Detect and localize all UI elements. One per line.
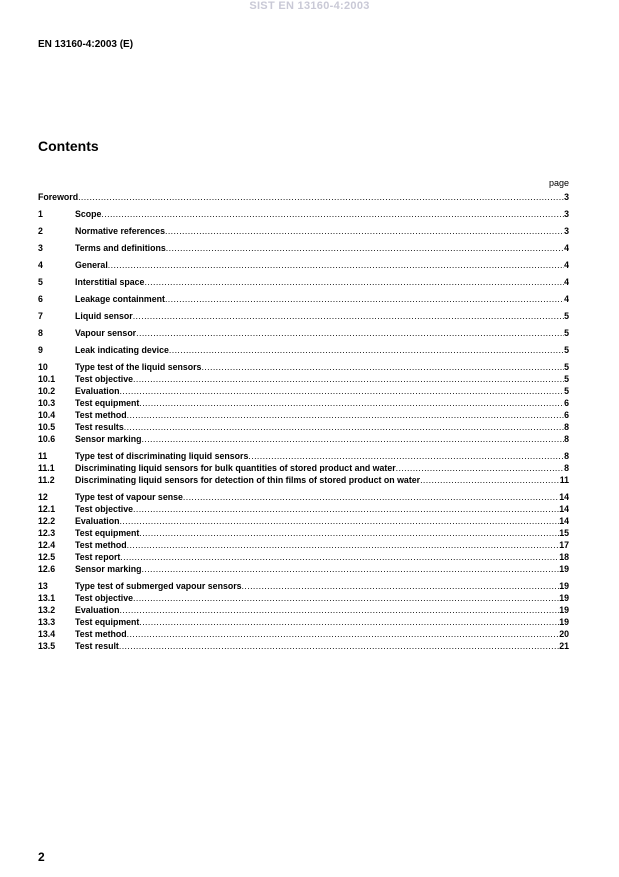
- toc-leader-dots: [133, 503, 559, 515]
- toc-leader-dots: [142, 563, 560, 575]
- toc-group: [38, 580, 569, 652]
- toc-leader-dots: [119, 604, 559, 616]
- toc-entry[interactable]: [38, 293, 569, 305]
- toc-entry-number: 12.3: [38, 528, 56, 538]
- toc-entry[interactable]: [38, 539, 569, 551]
- toc-group: [38, 450, 569, 486]
- toc-leader-dots: [139, 527, 559, 539]
- toc-leader-dots: [139, 397, 564, 409]
- toc-leader-dots: [396, 462, 564, 474]
- watermark: SIST EN 13160-4:2003: [249, 0, 370, 12]
- toc-entry-number: 8: [38, 328, 43, 338]
- toc-entry-page: 14: [559, 492, 569, 502]
- toc-entry-number: 12.1: [38, 504, 56, 514]
- toc-entry-title: Test results: [75, 422, 124, 432]
- toc-entry-title: Test objective: [75, 374, 134, 384]
- toc-entry[interactable]: [38, 397, 569, 409]
- toc-entry-number: 10.3: [38, 398, 56, 408]
- toc-leader-dots: [133, 373, 564, 385]
- toc-entry-number: 10.4: [38, 410, 56, 420]
- toc-group: [38, 293, 569, 305]
- toc-entry-title: Discriminating liquid sensors for detection of thin films of stored product on water: [75, 475, 421, 485]
- toc-leader-dots: [201, 361, 564, 373]
- toc-entry[interactable]: [38, 259, 569, 271]
- toc-entry[interactable]: [38, 421, 569, 433]
- toc-entry-title: Test method: [75, 540, 127, 550]
- toc-entry-title: Test equipment: [75, 617, 140, 627]
- toc-entry-number: 12.4: [38, 540, 56, 550]
- toc-entry-page: 5: [564, 328, 569, 338]
- toc-entry-page: 19: [559, 581, 569, 591]
- toc-entry-number: 10.5: [38, 422, 56, 432]
- toc-entry-title: Type test of vapour sense: [75, 492, 183, 502]
- toc-entry-number: 3: [38, 243, 43, 253]
- toc-entry-page: 14: [559, 504, 569, 514]
- toc-entry[interactable]: [38, 515, 569, 527]
- toc-entry-title: Vapour sensor: [75, 328, 137, 338]
- toc-entry[interactable]: [38, 491, 569, 503]
- footer-page-number: 2: [38, 850, 45, 864]
- toc-leader-dots: [127, 539, 560, 551]
- toc-entry-page: 6: [564, 398, 569, 408]
- toc-entry-page: 5: [564, 311, 569, 321]
- toc-group: [38, 259, 569, 271]
- toc-entry-page: 8: [564, 422, 569, 432]
- toc-group: [38, 310, 569, 322]
- toc-leader-dots: [127, 628, 560, 640]
- toc-entry-page: 20: [559, 629, 569, 639]
- toc-entry[interactable]: [38, 361, 569, 373]
- toc-entry[interactable]: [38, 527, 569, 539]
- toc-entry-number: 7: [38, 311, 43, 321]
- toc-entry-title: Test objective: [75, 504, 134, 514]
- toc-entry-number: 2: [38, 226, 43, 236]
- toc-entry-page: 19: [559, 593, 569, 603]
- toc-entry[interactable]: [38, 604, 569, 616]
- toc-leader-dots: [420, 474, 560, 486]
- toc-entry[interactable]: [38, 225, 569, 237]
- toc-entry-title: Leakage containment: [75, 294, 165, 304]
- page-title: Contents: [38, 138, 99, 154]
- toc-entry-title: Type test of submerged vapour sensors: [75, 581, 242, 591]
- toc-entry-page: 4: [564, 243, 569, 253]
- toc-entry-number: 13.3: [38, 617, 56, 627]
- toc-leader-dots: [133, 310, 564, 322]
- document-id: EN 13160-4:2003 (E): [38, 39, 134, 50]
- toc-entry[interactable]: [38, 191, 569, 203]
- toc-entry[interactable]: [38, 433, 569, 445]
- toc-entry[interactable]: [38, 276, 569, 288]
- toc-entry[interactable]: [38, 310, 569, 322]
- toc-entry[interactable]: [38, 242, 569, 254]
- toc-entry[interactable]: [38, 551, 569, 563]
- toc-group: [38, 344, 569, 356]
- toc-entry-page: 19: [559, 564, 569, 574]
- toc-entry-number: 10.2: [38, 386, 56, 396]
- toc-entry-number: 10.6: [38, 434, 56, 444]
- toc-group: [38, 225, 569, 237]
- toc-entry-page: 5: [564, 362, 569, 372]
- toc-entry-title: Evaluation: [75, 516, 120, 526]
- toc-entry[interactable]: [38, 616, 569, 628]
- toc-entry[interactable]: [38, 409, 569, 421]
- page-column-label: page: [548, 178, 569, 188]
- toc-entry-title: Scope: [75, 209, 102, 219]
- toc-entry[interactable]: [38, 462, 569, 474]
- toc-entry-number: 10: [38, 362, 48, 372]
- toc-leader-dots: [119, 515, 559, 527]
- toc-entry-title: Foreword: [38, 192, 79, 202]
- toc-entry-title: Test method: [75, 410, 127, 420]
- toc-entry-title: Leak indicating device: [75, 345, 169, 355]
- toc-leader-dots: [136, 327, 564, 339]
- toc-entry-number: 13.5: [38, 641, 56, 651]
- toc-entry[interactable]: [38, 344, 569, 356]
- toc-entry[interactable]: [38, 450, 569, 462]
- toc-leader-dots: [165, 293, 564, 305]
- toc-leader-dots: [183, 491, 559, 503]
- toc-entry-title: Discriminating liquid sensors for bulk quantities of stored product and water: [75, 463, 396, 473]
- toc-entry-number: 12.5: [38, 552, 56, 562]
- toc-entry-number: 10.1: [38, 374, 56, 384]
- toc-entry-title: Sensor marking: [75, 564, 142, 574]
- toc-entry-title: Test objective: [75, 593, 134, 603]
- toc-entry-title: Terms and definitions: [75, 243, 166, 253]
- toc-entry-page: 19: [559, 617, 569, 627]
- toc-entry-number: 9: [38, 345, 43, 355]
- toc-entry-number: 1: [38, 209, 43, 219]
- toc-entry-page: 19: [559, 605, 569, 615]
- toc-entry[interactable]: [38, 208, 569, 220]
- toc-group: [38, 361, 569, 445]
- toc-leader-dots: [169, 344, 564, 356]
- toc-entry[interactable]: [38, 474, 569, 486]
- toc-entry-page: 3: [564, 209, 569, 219]
- toc-leader-dots: [142, 433, 565, 445]
- toc-entry-page: 4: [564, 294, 569, 304]
- toc-entry-title: Test equipment: [75, 528, 140, 538]
- toc-entry-title: Test equipment: [75, 398, 140, 408]
- toc-leader-dots: [101, 208, 564, 220]
- toc-entry-number: 13.4: [38, 629, 56, 639]
- toc-leader-dots: [248, 450, 564, 462]
- toc-entry-title: Test result: [75, 641, 119, 651]
- toc-group: [38, 491, 569, 575]
- toc-entry[interactable]: [38, 503, 569, 515]
- toc-entry-title: Evaluation: [75, 605, 120, 615]
- toc-entry-number: 11.2: [38, 475, 55, 485]
- toc-entry[interactable]: [38, 628, 569, 640]
- toc-entry-number: 11.1: [38, 463, 55, 473]
- toc-entry-page: 4: [564, 277, 569, 287]
- toc-leader-dots: [165, 225, 564, 237]
- toc-entry-page: 15: [559, 528, 569, 538]
- table-of-contents: [38, 191, 569, 657]
- toc-entry-number: 12: [38, 492, 48, 502]
- toc-entry-title: Normative references: [75, 226, 165, 236]
- toc-leader-dots: [127, 409, 564, 421]
- toc-entry-page: 3: [564, 192, 569, 202]
- toc-leader-dots: [144, 276, 564, 288]
- toc-leader-dots: [119, 385, 564, 397]
- toc-entry-page: 4: [564, 260, 569, 270]
- toc-leader-dots: [133, 592, 559, 604]
- toc-leader-dots: [166, 242, 564, 254]
- toc-entry-number: 13.2: [38, 605, 56, 615]
- toc-entry-page: 8: [564, 434, 569, 444]
- toc-group: [38, 276, 569, 288]
- toc-entry-title: Interstitial space: [75, 277, 145, 287]
- toc-entry[interactable]: [38, 592, 569, 604]
- toc-entry-title: Type test of discriminating liquid sensors: [75, 451, 249, 461]
- toc-entry-page: 18: [559, 552, 569, 562]
- toc-leader-dots: [120, 551, 559, 563]
- toc-entry-number: 13.1: [38, 593, 56, 603]
- toc-group: [38, 191, 569, 203]
- toc-entry-page: 17: [559, 540, 569, 550]
- toc-entry-title: Evaluation: [75, 386, 120, 396]
- toc-entry-title: Test report: [75, 552, 121, 562]
- toc-entry[interactable]: [38, 563, 569, 575]
- toc-group: [38, 242, 569, 254]
- toc-entry-number: 13: [38, 581, 48, 591]
- toc-leader-dots: [119, 640, 559, 652]
- toc-leader-dots: [139, 616, 559, 628]
- toc-group: [38, 208, 569, 220]
- toc-entry-page: 6: [564, 410, 569, 420]
- toc-entry[interactable]: [38, 385, 569, 397]
- toc-entry[interactable]: [38, 327, 569, 339]
- toc-entry[interactable]: [38, 640, 569, 652]
- toc-entry-number: 5: [38, 277, 43, 287]
- toc-entry-number: 12.2: [38, 516, 56, 526]
- toc-entry-page: 5: [564, 386, 569, 396]
- toc-entry-number: 4: [38, 260, 43, 270]
- toc-entry-title: Liquid sensor: [75, 311, 133, 321]
- toc-group: [38, 327, 569, 339]
- toc-entry-number: 12.6: [38, 564, 56, 574]
- toc-entry[interactable]: [38, 580, 569, 592]
- toc-entry-page: 5: [564, 345, 569, 355]
- toc-entry-number: 11: [38, 451, 48, 461]
- toc-entry-title: Sensor marking: [75, 434, 142, 444]
- toc-leader-dots: [108, 259, 564, 271]
- toc-entry-page: 8: [564, 451, 569, 461]
- toc-entry-page: 11: [559, 475, 569, 485]
- toc-entry-page: 5: [564, 374, 569, 384]
- toc-entry-page: 8: [564, 463, 569, 473]
- toc-leader-dots: [242, 580, 560, 592]
- toc-entry-page: 3: [564, 226, 569, 236]
- toc-entry-title: General: [75, 260, 108, 270]
- toc-entry-title: Type test of the liquid sensors: [75, 362, 202, 372]
- toc-entry-number: 6: [38, 294, 43, 304]
- toc-entry[interactable]: [38, 373, 569, 385]
- toc-entry-page: 21: [559, 641, 569, 651]
- toc-entry-page: 14: [559, 516, 569, 526]
- toc-leader-dots: [124, 421, 564, 433]
- toc-leader-dots: [78, 191, 564, 203]
- toc-entry-title: Test method: [75, 629, 127, 639]
